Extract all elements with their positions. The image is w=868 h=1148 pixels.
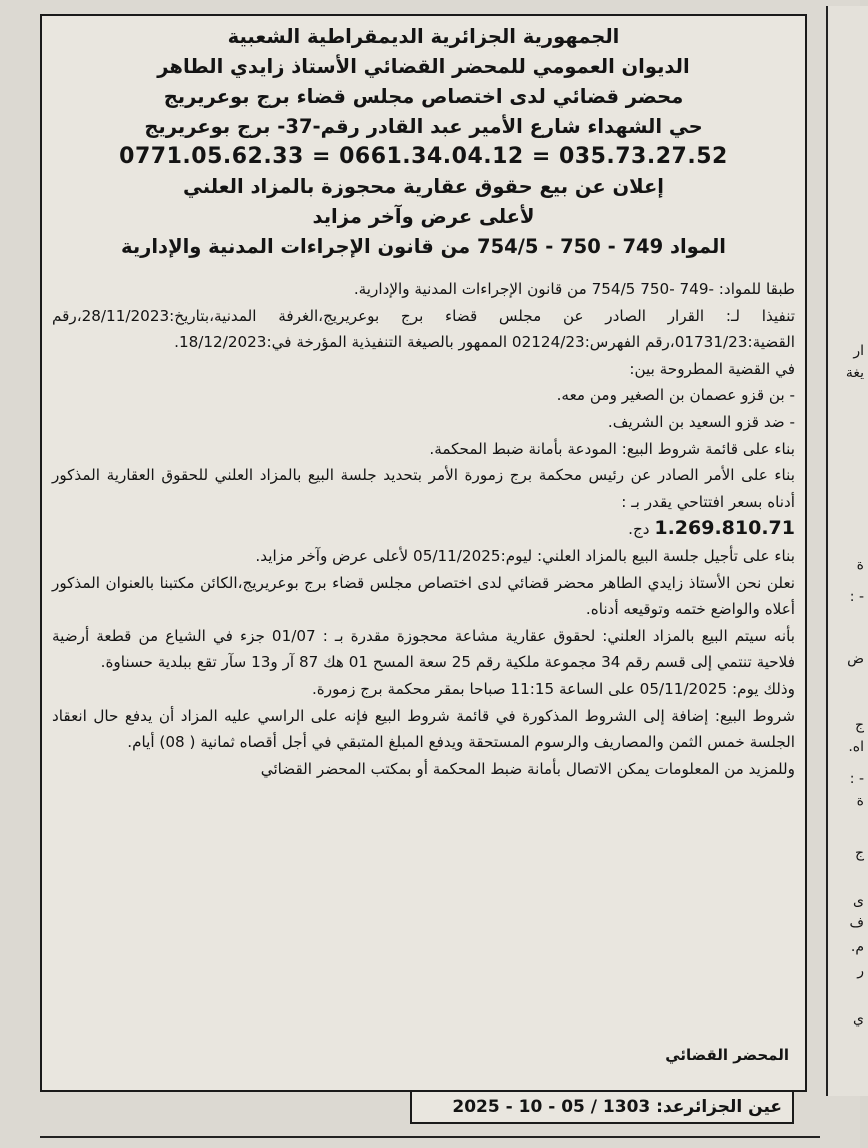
header-office: الديوان العمومي للمحضر القضائي الأستاذ زايدي الطاهر	[157, 55, 690, 78]
adjacent-fragment: ف	[849, 915, 864, 931]
auction-date-time: وذلك يوم: 05/11/2025 على الساعة 11:15 صباحا بمقر محكمة برج زمورة.	[311, 679, 795, 698]
adjacent-column-edge	[826, 6, 868, 1096]
header-phones: 0771.05.62.33 = 0661.34.04.12 = 035.73.27.52	[119, 144, 728, 169]
bailiff-signature: المحضر القضائي	[665, 1046, 789, 1064]
header-articles: المواد 749 - 750 - 754/5 من قانون الإجراءات المدنية والإدارية	[121, 235, 726, 258]
opening-price-amount: 1.269.810.71	[654, 517, 795, 540]
currency-label: دج.	[628, 520, 650, 539]
adjacent-fragment: ة	[856, 793, 864, 809]
adjacent-fragment: ر	[857, 963, 864, 979]
party-plaintiff: - بن قزو عصمان بن الصغير ومن معه.	[556, 386, 795, 405]
auction-notice-box	[40, 14, 807, 1092]
adjacent-fragment: ج	[854, 717, 864, 733]
contact-info: وللمزيد من المعلومات يمكن الاتصال بأمانة ضبط المحكمة أو بمكتب المحضر القضائي	[260, 759, 795, 778]
adjacent-fragment: ض	[847, 651, 864, 667]
notice-body	[52, 276, 795, 782]
adjacent-fragment: يغة	[845, 365, 864, 381]
party-defendant: - ضد قزو السعيد بن الشريف.	[607, 412, 795, 431]
notice-header	[52, 22, 795, 262]
opening-price	[52, 515, 795, 543]
adjacent-fragment: م.	[850, 939, 864, 955]
court-order: بناء على الأمر الصادر عن رئيس محكمة برج زمورة الأمر بتحديد جلسة البيع بالمزاد العلني للحقوق العقارية المذكور أدناه بسعر افتتاحي يقدر بـ :	[52, 466, 795, 511]
header-highest-bid: لأعلى عرض وآخر مزايد	[312, 205, 535, 228]
announcement-statement: نعلن نحن الأستاذ زايدي الطاهر محضر قضائي لدى اختصاص مجلس قضاء برج بوعريريج،الكائن مكتبنا بالعنوان المذكور أعلاه والواضع ختمه وتوقيعه أدناه.	[52, 573, 795, 619]
legal-basis: طبقا للمواد: -749 -750 754/5 من قانون الإجراءات المدنية والإدارية.	[353, 280, 795, 298]
header-announcement: إعلان عن بيع حقوق عقارية محجوزة بالمزاد العلني	[183, 175, 664, 198]
header-bailiff: محضر قضائي لدى اختصاص مجلس قضاء برج بوعريريج	[163, 85, 684, 108]
adjacent-fragment: اه.	[848, 739, 864, 755]
adjacent-fragment: ج	[854, 845, 864, 861]
adjacent-fragment: - :	[849, 771, 864, 787]
adjacent-fragment: - :	[849, 589, 864, 605]
execution-decision: تنفيذا لـ: القرار الصادر عن مجلس قضاء برج بوعريريج،الغرفة المدنية،بتاريخ:28/11/2023،رقم القضية:01731/23،رقم الفهرس:02124/23 الممهور بالصيغة التنفيذية المؤرخة في:18/12/2023.	[52, 306, 795, 352]
sale-conditions: شروط البيع: إضافة إلى الشروط المذكورة في قائمة شروط البيع فإنه على الراسي عليه المزاد أن يدفع حال انعقاد الجلسة خمس الثمن والمصاريف والرسوم المستحقة ويدفع المبلغ المتبقي في أجل أقصاه ثمانية ( 08) أيام.	[52, 706, 795, 752]
conditions-list: بناء على قائمة شروط البيع: المودعة بأمانة ضبط المحكمة.	[429, 439, 795, 458]
header-address: حي الشهداء شارع الأمير عبد القادر رقم-37- برج بوعريريج	[144, 115, 703, 138]
adjacent-fragment: ي	[853, 1011, 864, 1027]
bottom-rule	[40, 1136, 820, 1138]
header-republic: الجمهورية الجزائرية الديمقراطية الشعبية	[227, 25, 620, 48]
postponement: بناء على تأجيل جلسة البيع بالمزاد العلني: ليوم:05/11/2025 لأعلى عرض وآخر مزايد.	[255, 546, 795, 565]
adjacent-fragment: ى	[853, 893, 864, 909]
publication-reference: عين الجزائرعد: 1303 / 05 - 10 - 2025	[410, 1090, 794, 1124]
adjacent-fragment: ة	[856, 557, 864, 573]
case-between: في القضية المطروحة بين:	[629, 359, 795, 378]
adjacent-fragment: ار	[853, 343, 864, 359]
property-description: بأنه سيتم البيع بالمزاد العلني: لحقوق عقارية مشاعة محجوزة مقدرة بـ : 01/07 جزء في الشياع من قطعة أرضية فلاحية تنتمي إلى قسم رقم 34 مجموعة ملكية رقم 25 سعة المسح 01 هك 87 آر و13 سآر تقع ببلدية حسناوة.	[52, 626, 795, 672]
